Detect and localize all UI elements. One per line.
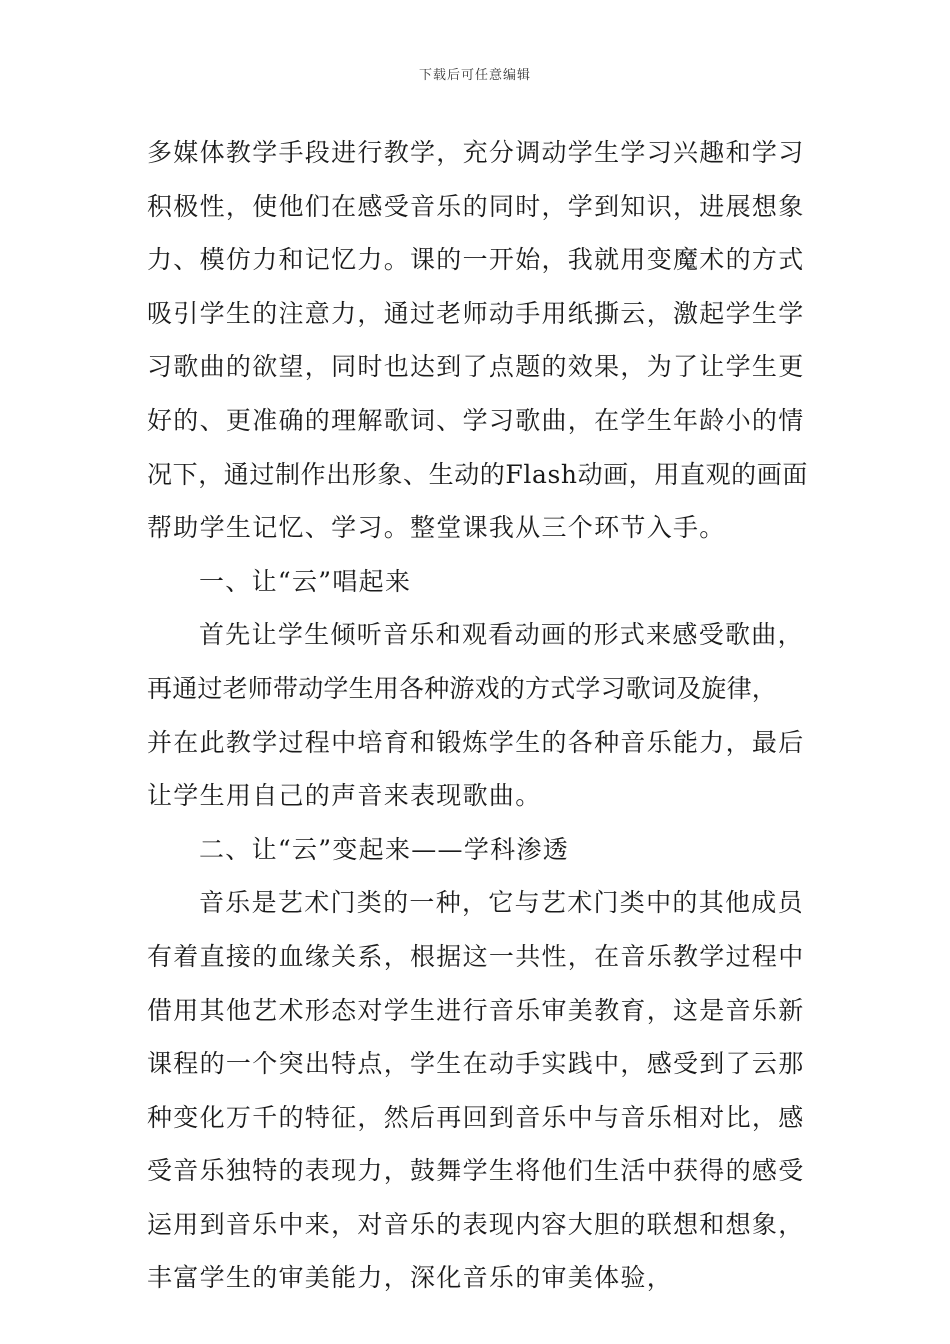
section-heading: 一、让“云”唱起来 bbox=[199, 566, 412, 596]
text-line: 让学生用自己的声音来表现歌曲。 bbox=[147, 781, 542, 811]
text-line: 借用其他艺术形态对学生进行音乐审美教育，这是音乐新 bbox=[147, 995, 805, 1025]
text-line: 帮助学生记忆、学习。整堂课我从三个环节入手。 bbox=[147, 513, 726, 543]
text-line: 好的、更准确的理解歌词、学习歌曲，在学生年龄小的情 bbox=[147, 405, 805, 435]
text-line: 力、模仿力和记忆力。课的一开始，我就用变魔术的方式 bbox=[147, 245, 805, 275]
text-line: 运用到音乐中来，对音乐的表现内容大胆的联想和想象， bbox=[147, 1209, 805, 1239]
text-line: 积极性，使他们在感受音乐的同时，学到知识，进展想象 bbox=[147, 191, 805, 221]
text-line: 习歌曲的欲望，同时也达到了点题的效果，为了让学生更 bbox=[147, 352, 805, 382]
text-line: 多媒体教学手段进行教学，充分调动学生学习兴趣和学习 bbox=[147, 138, 805, 167]
text-line: 并在此教学过程中培育和锻炼学生的各种音乐能力，最后 bbox=[147, 727, 805, 757]
section-heading: 二、让“云”变起来——学科渗透 bbox=[199, 834, 570, 864]
text-line: 音乐是艺术门类的一种，它与艺术门类中的其他成员 bbox=[199, 888, 804, 918]
text-line: 丰富学生的审美能力，深化音乐的审美体验， bbox=[147, 1263, 674, 1293]
text-line: 再通过老师带动学生用各种游戏的方式学习歌词及旋律， bbox=[147, 673, 778, 703]
text-line: 吸引学生的注意力，通过老师动手用纸撕云，激起学生学 bbox=[147, 298, 805, 328]
text-line: 种变化万千的特征，然后再回到音乐中与音乐相对比，感 bbox=[147, 1102, 805, 1132]
text-line: 有着直接的血缘关系，根据这一共性，在音乐教学过程中 bbox=[147, 941, 805, 971]
text-line: 受音乐独特的表现力，鼓舞学生将他们生活中获得的感受 bbox=[147, 1156, 805, 1186]
text-line: 首先让学生倾听音乐和观看动画的形式来感受歌曲， bbox=[199, 620, 804, 650]
text-line: 课程的一个突出特点，学生在动手实践中，感受到了云那 bbox=[147, 1049, 805, 1079]
body-text bbox=[147, 126, 807, 1305]
header-note: 下载后可任意编辑 bbox=[418, 68, 531, 83]
text-line: 况下，通过制作出形象、生动的Flash动画，用直观的画面 bbox=[147, 459, 808, 489]
